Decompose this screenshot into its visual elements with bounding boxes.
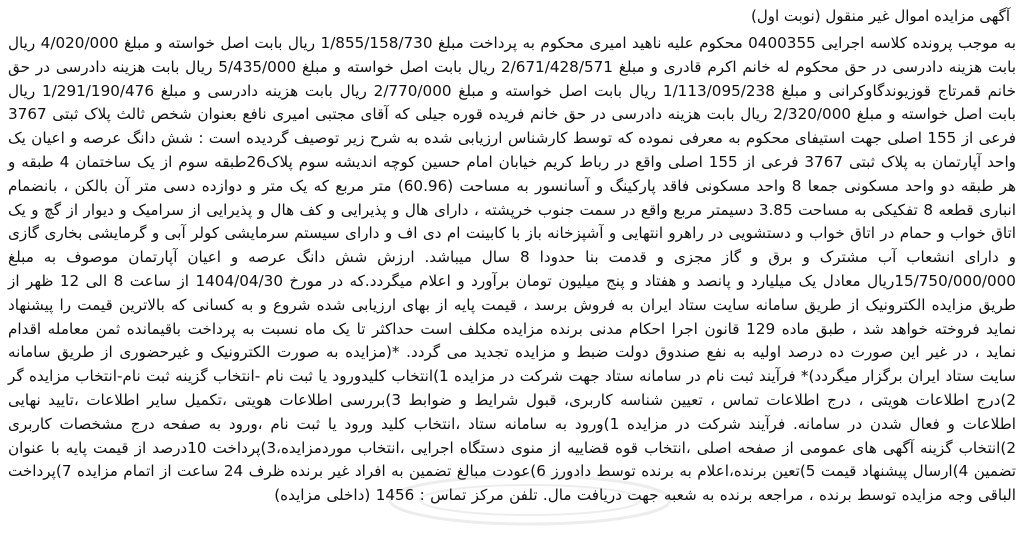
notice-body: به موجب پرونده کلاسه اجرایی 0400355 محکوم علیه ناهید امیری محکوم به پرداخت مبلغ 1/855/158/730 ریال بابت اصل خواسته و مبلغ 4/020/000 ریال بابت هزینه دادرسی در حق محکوم له خانم اکرم قادری و مبلغ 2/671/428/571 ریال بابت اصل خواسته و مبلغ 5/435/000 ریال بابت هزینه دادرسی در حق خانم قمرتاج قوزیوندگاوکرانی و مبلغ 1/113/095/238 ریال بابت اصل خواسته و مبلغ 2/770/000 ریال بابت هزینه دادرسی و مبلغ 1/291/190/476 ریال بابت اصل خواسته و مبلغ 2/320/000 ریال بابت هزینه دادرسی در حق خانم فریده قوره جیلی که آقای مجتبی امیری نافع بعنوان شخص ثالث پلاک ثبتی 3767 فرعی از 155 اصلی جهت استیفای محکوم به معرفی نموده که توسط کارشناس ارزیابی شده به شرح زیر توصیف گردیده است : شش دانگ عرصه و اعیان یک واحد آپارتمان به پلاک ثبتی 3767 فرعی از 155 اصلی واقع در رباط کریم خیابان امام حسین کوچه اندیشه سوم پلاک26طبقه سوم از یک ساختمان 4 طبقه و هر طبقه دو واحد مسکونی جمعا 8 واحد مسکونی فاقد پارکینگ و آسانسور به مساحت (60.96) متر مربع که یک متر و دوازده دسی متر آن بالکن ، بانضمام انباری قطعه 8 تفکیکی به مساحت 3.85 دسیمتر مربع واقع در سمت جنوب خرپشته ، دارای هال و پذیرایی و کف هال و پذیرایی از سرامیک و دیوار از گچ و یک اتاق خواب و حمام در اتاق خواب و دستشویی در راهرو انتهایی و آشپزخانه باز با کابینت ام دی اف و دارای سیستم سرمایشی کولر آبی و گرمایشی بخاری گازی و دارای انشعاب آب مشترک و برق و گاز مجزی و قدمت بنا حدودا 8 سال میباشد. ارزش شش دانگ عرصه و اعیان آپارتمان موصوف به مبلغ 15/750/000/000ریال معادل یک میلیارد و پانصد و هفتاد و پنج میلیون تومان برآورد و اعلام میگردد.که در مورخ 1404/04/30 از ساعت 8 الی 12 ظهر از طریق مزایده الکترونیک از طریق سامانه سایت ستاد ایران به فروش برسد ، قیمت پایه از بهای ارزیابی شده شروع و به کسانی که بالاترین قیمت را پیشنهاد نماید فروخته خواهد شد ، طبق ماده 129 قانون اجرا احکام مدنی برنده مزایده مکلف است حداکثر تا یک ماه نسبت به پرداخت باقیمانده ثمن معامله اقدام نماید ، در غیر این صورت ده درصد اولیه به نفع صندوق دولت ضبط و مزایده تجدید می گردد. *(مزایده به صورت الکترونیک و غیرحضوری از طریق سامانه سایت ستاد ایران برگزار میگردد)* فرآیند ثبت نام در سامانه ستاد جهت شرکت در مزایده 1)انتخاب کلیدورود یا ثبت نام -انتخاب گزینه ثبت نام-انتخاب مزایده گر 2)درج اطلاعات هویتی ، درج اطلاعات تماس ، تعیین شناسه کاربری، قبول شرایط و ضوابط 3)بررسی اطلاعات هویتی ،تکمیل سایر اطلاعات ،تایید نهایی اطلاعات و فعال شدن در سامانه. فرآیند شرکت در مزایده 1)ورود به سامانه ستاد ،انتخاب کلید ورود یا ثبت نام ،ورود به صفحه درج مشخصات کاربری 2)انتخاب گزینه آگهی های عمومی از صفحه اصلی ،انتخاب قوه قضاییه از منوی دستگاه اجرایی ،انتخاب موردمزایده،3)پرداخت 10درصد از قیمت پایه با عنوان تضمین 4)ارسال پیشنهاد قیمت 5)تعین برنده،اعلام به برنده توسط دادورز 6)عودت مبالغ تضمین به افراد غیر برنده ظرف 24 ساعت از اتمام مزایده 7)پرداخت الباقی وجه مزایده توسط برنده ، مراجعه برنده به شعبه جهت دریافت مال. تلفن مرکز تماس : 1456 (داخلی مزایده) [8, 34, 1017, 505]
auction-notice [8, 4, 1016, 534]
watermark-logo-icon [380, 470, 680, 530]
notice-title: آگهی مزایده اموال غیر منقول (نوبت اول) [750, 7, 1010, 25]
